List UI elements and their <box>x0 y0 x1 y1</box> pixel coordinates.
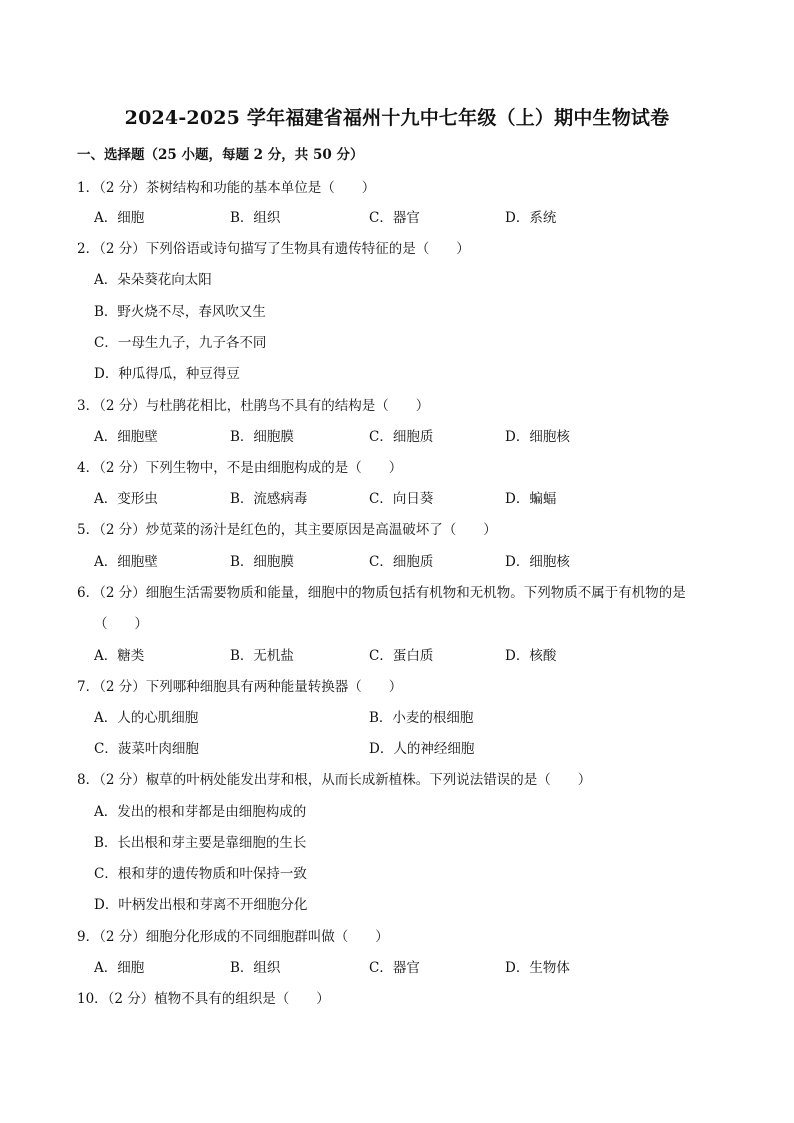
question-6-stem-continued: （ ） <box>94 616 148 632</box>
page-title: 2024-2025 学年福建省福州十九中七年级（上）期中生物试卷 <box>124 107 670 129</box>
question-9-option-c: C．器官 <box>369 960 420 976</box>
question-3-option-d: D．细胞核 <box>505 429 570 445</box>
question-10-stem: 10．（2 分）植物不具有的组织是（ ） <box>77 991 330 1007</box>
question-3-option-b: B．细胞膜 <box>230 429 294 445</box>
question-1-option-b: B．组织 <box>230 210 281 226</box>
question-5-option-a: A．细胞壁 <box>94 554 158 570</box>
question-7-option-a: A．人的心肌细胞 <box>94 710 199 726</box>
question-4-option-b: B．流感病毒 <box>230 491 308 507</box>
question-7-option-c: C．菠菜叶肉细胞 <box>94 741 199 757</box>
question-2-stem: 2．（2 分）下列俗语或诗句描写了生物具有遗传特征的是（ ） <box>77 241 470 257</box>
question-4-stem: 4．（2 分）下列生物中，不是由细胞构成的是（ ） <box>77 460 403 476</box>
question-6-option-a: A．糖类 <box>94 648 145 664</box>
question-5-option-b: B．细胞膜 <box>230 554 294 570</box>
question-9-stem: 9．（2 分）细胞分化形成的不同细胞群叫做（ ） <box>77 929 389 945</box>
question-7-option-d: D．人的神经细胞 <box>369 741 475 757</box>
question-5-option-d: D．细胞核 <box>505 554 570 570</box>
question-7-option-b: B．小麦的根细胞 <box>369 710 474 726</box>
question-5-stem: 5．（2 分）炒苋菜的汤汁是红色的，其主要原因是高温破坏了（ ） <box>77 522 497 538</box>
question-2-option-c: C．一母生九子，九子各不同 <box>94 335 267 351</box>
question-8-option-b: B．长出根和芽主要是靠细胞的生长 <box>94 835 307 851</box>
question-4-option-c: C．向日葵 <box>369 491 434 507</box>
question-6-option-b: B．无机盐 <box>230 648 294 664</box>
section-heading: 一、选择题（25 小题，每题 2 分，共 50 分） <box>77 147 364 163</box>
question-6-option-c: C．蛋白质 <box>369 648 434 664</box>
question-3-option-a: A．细胞壁 <box>94 429 158 445</box>
question-5-option-c: C．细胞质 <box>369 554 434 570</box>
question-1-stem: 1．（2 分）茶树结构和功能的基本单位是（ ） <box>77 180 376 196</box>
question-9-option-d: D．生物体 <box>505 960 570 976</box>
question-8-stem: 8．（2 分）椒草的叶柄处能发出芽和根，从而长成新植株。下列说法错误的是（ ） <box>77 772 592 788</box>
question-8-option-a: A．发出的根和芽都是由细胞构成的 <box>94 804 307 820</box>
question-6-stem: 6．（2 分）细胞生活需要物质和能量，细胞中的物质包括有机物和无机物。下列物质不属于有机物的是 <box>77 585 686 601</box>
question-3-stem: 3．（2 分）与杜鹃花相比，杜鹃鸟不具有的结构是（ ） <box>77 398 430 414</box>
question-1-option-c: C．器官 <box>369 210 420 226</box>
question-9-option-b: B．组织 <box>230 960 281 976</box>
question-2-option-b: B．野火烧不尽，春风吹又生 <box>94 304 266 320</box>
question-4-option-a: A．变形虫 <box>94 491 158 507</box>
question-2-option-d: D．种瓜得瓜，种豆得豆 <box>94 366 240 382</box>
question-1-option-a: A．细胞 <box>94 210 145 226</box>
question-7-stem: 7．（2 分）下列哪种细胞具有两种能量转换器（ ） <box>77 679 403 695</box>
question-9-option-a: A．细胞 <box>94 960 145 976</box>
question-4-option-d: D．蝙蝠 <box>505 491 557 507</box>
question-3-option-c: C．细胞质 <box>369 429 434 445</box>
question-8-option-c: C．根和芽的遗传物质和叶保持一致 <box>94 866 307 882</box>
question-1-option-d: D．系统 <box>505 210 557 226</box>
question-8-option-d: D．叶柄发出根和芽离不开细胞分化 <box>94 897 308 913</box>
question-2-option-a: A．朵朵葵花向太阳 <box>94 272 212 288</box>
question-6-option-d: D．核酸 <box>505 648 557 664</box>
